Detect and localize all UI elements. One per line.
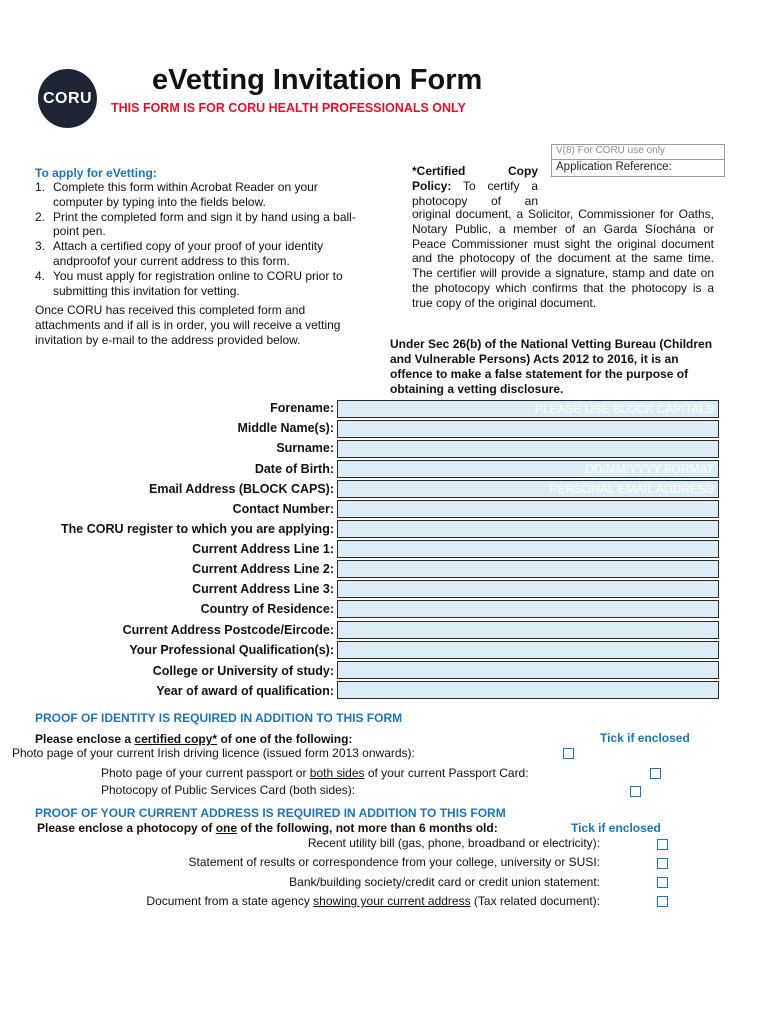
- identity-tick-label: Tick if enclosed: [600, 731, 690, 745]
- postcode-label: Current Address Postcode/Eircode:: [122, 623, 334, 637]
- application-reference-label: Application Reference:: [556, 161, 672, 173]
- address-tick-label: Tick if enclosed: [571, 821, 661, 835]
- instruction-step: [35, 180, 370, 210]
- address-item-state-agency-document: [146, 894, 600, 908]
- date-of-birth-label: Date of Birth:: [254, 462, 334, 476]
- offence-notice: Under Sec 26(b) of the National Vetting Bureau (Children and Vulnerable Persons) Acts 2012 to 2016, it is an offence to make a false statement for the purpose of obtaining a vetting disclosure.: [390, 337, 713, 396]
- state-agency-document-checkbox[interactable]: [657, 896, 668, 907]
- instruction-step: [35, 239, 370, 269]
- proof-of-identity-heading: PROOF OF IDENTITY IS REQUIRED IN ADDITION TO THIS FORM: [35, 711, 403, 725]
- email-label: Email Address (BLOCK CAPS):: [149, 482, 334, 496]
- apply-heading: To apply for eVetting:: [35, 166, 157, 180]
- address-item-utility-bill: Recent utility bill (gas, phone, broadband or electricity):: [307, 836, 600, 850]
- passport-text-underlined: both sides: [309, 766, 365, 780]
- certified-copy-policy-intro: [412, 164, 538, 208]
- college-label: College or University of study:: [152, 664, 334, 678]
- address-line-2-input[interactable]: [337, 560, 719, 578]
- identity-item-driving-licence: Photo page of your current Irish driving licence (issued form 2013 onwards):: [12, 746, 415, 760]
- email-input[interactable]: [337, 480, 719, 498]
- instruction-steps: [35, 180, 370, 298]
- college-input[interactable]: [337, 661, 719, 679]
- date-of-birth-input[interactable]: [337, 460, 719, 478]
- address-instruction: [37, 821, 498, 835]
- postcode-input[interactable]: [337, 621, 719, 639]
- step-number: 2.: [35, 209, 46, 224]
- step-text: You must apply for registration online to CORU prior to submitting this invitation for vetting.: [53, 268, 343, 298]
- qualifications-input[interactable]: [337, 641, 719, 659]
- surname-input[interactable]: [337, 440, 719, 458]
- coru-box-divider: [551, 159, 724, 160]
- passport-text-post: of your current Passport Card:: [364, 766, 529, 780]
- forename-label: Forename:: [270, 401, 334, 415]
- middle-names-input[interactable]: [337, 420, 719, 438]
- bank-statement-checkbox[interactable]: [657, 877, 668, 888]
- address-item-bank-statement: Bank/building society/credit card or credit union statement:: [289, 875, 600, 889]
- contact-number-label: Contact Number:: [232, 502, 334, 516]
- contact-number-input[interactable]: [337, 500, 719, 518]
- address-instruction-post: of the following, not more than 6 months old:: [237, 821, 498, 835]
- step-number: 1.: [35, 180, 46, 194]
- country-label: Country of Residence:: [200, 602, 334, 616]
- step-text: Complete this form within Acrobat Reader on your computer by typing into the fields below.: [53, 180, 318, 209]
- middle-names-label: Middle Name(s):: [237, 421, 334, 435]
- identity-instruction: [35, 732, 352, 746]
- address-instruction-underlined: one: [215, 821, 238, 835]
- address-item-college-statement: Statement of results or correspondence from your college, university or SUSI:: [188, 855, 600, 869]
- state-agency-text-pre: Document from a state agency: [146, 894, 314, 908]
- identity-instruction-post: of one of the following:: [217, 732, 353, 746]
- qualifications-label: Your Professional Qualification(s):: [129, 643, 334, 657]
- step-number: 4.: [35, 268, 46, 283]
- address-line-2-label: Current Address Line 2:: [192, 562, 334, 576]
- coru-register-label: The CORU register to which you are applying:: [61, 522, 334, 536]
- address-line-1-label: Current Address Line 1:: [192, 542, 334, 556]
- once-received-text: Once CORU has received this completed form and attachments and if all is in order, you will receive a vetting invitation by e-mail to the address provided below.: [35, 303, 341, 347]
- utility-bill-checkbox[interactable]: [657, 839, 668, 850]
- surname-label: Surname:: [276, 441, 334, 455]
- step-text: Print the completed form and sign it by hand using a ball-point pen.: [53, 209, 356, 239]
- instruction-step: [35, 210, 370, 240]
- identity-instruction-pre: Please enclose a: [35, 732, 135, 746]
- award-year-label: Year of award of qualification:: [156, 684, 334, 698]
- public-services-card-checkbox[interactable]: [630, 786, 641, 797]
- proof-of-address-heading: PROOF OF YOUR CURRENT ADDRESS IS REQUIRED IN ADDITION TO THIS FORM: [35, 806, 506, 820]
- certified-copy-policy-text: original document, a Solicitor, Commissioner for Oaths, Notary Public, a member of an Garda Síochána or Peace Commissioner must sight the original document and the photocopy of the document at the same time. The certifier will provide a signature, stamp and date on the photocopy which confirms that the photocopy is a true copy of the original document.: [412, 207, 714, 310]
- forename-input[interactable]: [337, 400, 719, 418]
- address-instruction-pre: Please enclose a photocopy of: [37, 821, 216, 835]
- award-year-input[interactable]: [337, 681, 719, 699]
- coru-logo: [38, 69, 97, 128]
- identity-item-passport: [101, 766, 529, 780]
- instruction-step: [35, 269, 370, 299]
- identity-item-public-services-card: Photocopy of Public Services Card (both sides):: [101, 783, 356, 797]
- college-statement-checkbox[interactable]: [657, 858, 668, 869]
- driving-licence-checkbox[interactable]: [563, 748, 574, 759]
- step-number: 3.: [35, 239, 46, 254]
- address-line-1-input[interactable]: [337, 540, 719, 558]
- page-subtitle: THIS FORM IS FOR CORU HEALTH PROFESSIONALS ONLY: [111, 101, 466, 115]
- passport-checkbox[interactable]: [650, 768, 661, 779]
- page-title: eVetting Invitation Form: [152, 64, 483, 96]
- coru-register-input[interactable]: [337, 520, 719, 538]
- address-line-3-label: Current Address Line 3:: [192, 582, 334, 596]
- state-agency-text-post: (Tax related document):: [470, 894, 600, 908]
- certified-copy-term: certified copy*: [134, 732, 218, 746]
- passport-text-pre: Photo page of your current passport or: [101, 766, 310, 780]
- country-input[interactable]: [337, 600, 719, 618]
- logo-text: CORU: [42, 89, 93, 107]
- certified-copy-policy-label: *Certified Copy Policy:: [412, 164, 538, 193]
- policy-text-top: To certify a photocopy of an: [412, 178, 538, 208]
- state-agency-text-underlined: showing your current address: [313, 894, 471, 908]
- step-text: Attach a certified copy of your proof of your identity andproofof your current address to this form.: [53, 239, 324, 268]
- coru-version-label: V(8) For CORU use only: [556, 145, 665, 156]
- address-line-3-input[interactable]: [337, 580, 719, 598]
